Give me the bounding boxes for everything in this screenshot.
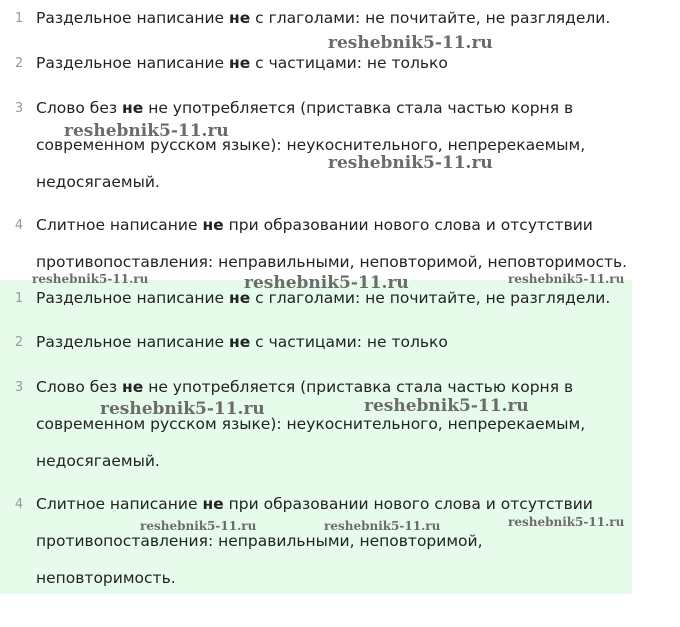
watermark: reshebnik5-11.ru [32,272,149,286]
watermark: reshebnik5-11.ru [328,153,493,173]
watermark: reshebnik5-11.ru [64,121,229,141]
answer-block-highlighted [0,280,632,594]
watermark: reshebnik5-11.ru [364,396,529,416]
item-number: 2 [14,335,24,350]
item-text: Слитное написание не при образовании нового слова и отсутствии противопоставления: неправильными, неповторимой, неповторимость. [36,216,628,271]
item-number: 3 [14,380,24,395]
watermark: reshebnik5-11.ru [244,273,409,293]
watermark: reshebnik5-11.ru [328,33,493,53]
item-text: Слово без не не употребляется (приставка стала частью корня в современном русском языке): неукоснительного, непререкаемым, недосягаемый. [36,378,586,470]
item-text: Раздельное написание не с глаголами: не почитайте, не разглядели. [36,289,611,307]
item-number: 2 [14,56,24,71]
watermark: reshebnik5-11.ru [324,519,441,533]
item-number: 4 [14,497,24,512]
watermark: reshebnik5-11.ru [508,272,625,286]
item-number: 1 [14,291,24,306]
item-text: Раздельное написание не с частицами: не только [36,54,448,72]
item-text: Раздельное написание не с глаголами: не почитайте, не разглядели. [36,9,611,27]
item-number: 4 [14,218,24,233]
item-text: Раздельное написание не с частицами: не только [36,333,448,351]
watermark: reshebnik5-11.ru [100,399,265,419]
watermark: reshebnik5-11.ru [140,519,257,533]
item-text: Слово без не не употребляется (приставка стала частью корня в современном русском языке): неукоснительного, непререкаемым, недосягаемый. [36,99,586,191]
item-number: 3 [14,101,24,116]
item-number: 1 [14,11,24,26]
answer-block-plain [0,0,680,280]
watermark: reshebnik5-11.ru [508,515,625,529]
item-text: Слитное написание не при образовании нового слова и отсутствии противопоставления: неправильными, неповторимой, неповторимость. [36,495,593,587]
